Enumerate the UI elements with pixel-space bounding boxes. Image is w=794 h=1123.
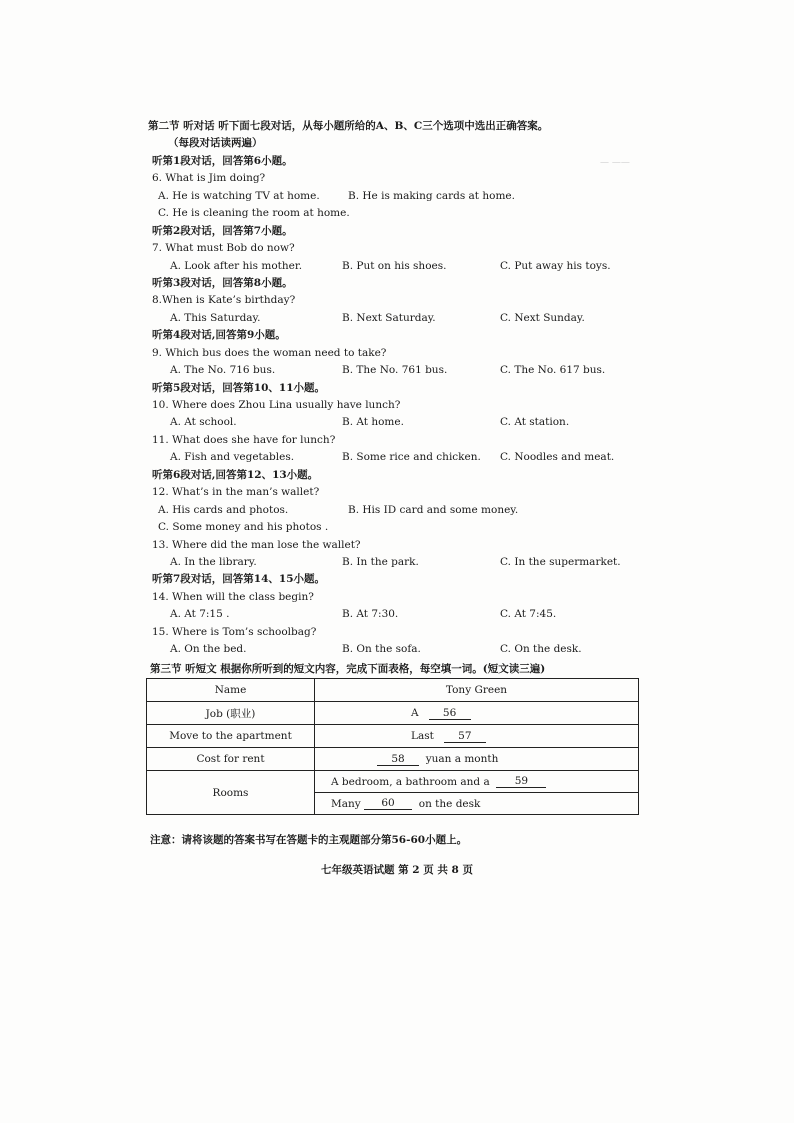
option-a[interactable]: A. This Saturday. [170, 311, 261, 324]
option-c[interactable]: C. He is cleaning the room at home. [158, 207, 350, 220]
rooms-label: Rooms [147, 771, 315, 815]
option-a[interactable]: A. At 7:15 . [170, 608, 230, 621]
question-stem: 12. What’s in the man’s wallet? [152, 486, 320, 499]
question-groups [152, 153, 652, 659]
options-row [152, 188, 652, 205]
option-a[interactable]: A. On the bed. [170, 643, 247, 656]
blank-58[interactable]: 58 [377, 753, 419, 766]
option-c[interactable]: C. Put away his toys. [500, 259, 611, 272]
bleed-through-text: — —— [600, 158, 630, 168]
blank-56[interactable]: 56 [429, 707, 471, 720]
rooms-line-1-prefix: A bedroom, a bathroom and a [331, 775, 490, 788]
option-b[interactable]: B. The No. 761 bus. [342, 364, 448, 377]
question-stem: 10. Where does Zhou Lina usually have lunch? [152, 399, 401, 411]
options-row [152, 519, 652, 536]
section-3-table [146, 678, 639, 815]
move-prefix: Last [411, 729, 434, 742]
options-row [152, 502, 652, 519]
dialogue-intro: 听第4段对话,回答第9小题。 [152, 329, 286, 342]
rooms-line-2 [315, 793, 638, 814]
option-b[interactable]: B. Put on his shoes. [342, 259, 447, 272]
question-stem: 15. Where is Tom’s schoolbag? [152, 625, 317, 638]
section-2-subheader: （每段对话读两遍） [168, 137, 263, 150]
page-footer: 七年级英语试题 第 2 页 共 8 页 [320, 864, 474, 876]
rooms-cell [315, 771, 639, 815]
section-2-listening-dialogues [148, 118, 652, 659]
option-c[interactable]: C. Noodles and meat. [500, 451, 615, 464]
answer-note: 注意：请将该题的答案书写在答题卡的主观题部分第56-60小题上。 [150, 834, 468, 846]
question-stem: 6. What is Jim doing? [152, 172, 266, 185]
options-row [152, 641, 652, 658]
dialogue-intro: 听第6段对话,回答第12、13小题。 [152, 468, 319, 481]
option-c[interactable]: C. The No. 617 bus. [500, 364, 606, 377]
rooms-line-2-prefix: Many [331, 797, 361, 810]
options-row [152, 554, 652, 571]
section-3-header: 第三节 听短文 根据你所听到的短文内容，完成下面表格，每空填一词。(短文读三遍) [150, 663, 546, 675]
option-a[interactable]: A. His cards and photos. [158, 503, 289, 516]
options-row [152, 258, 652, 275]
question-stem: 14. When will the class begin? [152, 590, 314, 603]
options-row [152, 205, 652, 222]
question-stem: 11. What does she have for lunch? [152, 433, 336, 446]
dialogue-intro: 听第1段对话，回答第6小题。 [152, 154, 293, 167]
dialogue-intro: 听第3段对话，回答第8小题。 [152, 276, 293, 289]
option-b[interactable]: B. Next Saturday. [342, 311, 436, 324]
rooms-line-1 [315, 771, 638, 793]
option-a[interactable]: A. The No. 716 bus. [170, 364, 276, 377]
move-label: Move to the apartment [147, 725, 315, 748]
option-b[interactable]: B. His ID card and some money. [348, 503, 519, 516]
option-b[interactable]: B. In the park. [342, 555, 419, 568]
option-c[interactable]: C. At station. [500, 416, 570, 429]
option-b[interactable]: B. He is making cards at home. [348, 189, 515, 202]
question-stem: 7. What must Bob do now? [152, 242, 295, 255]
option-c[interactable]: C. On the desk. [500, 643, 582, 656]
dialogue-intro: 听第2段对话，回答第7小题。 [152, 224, 293, 237]
name-value: Tony Green [315, 679, 639, 702]
dialogue-intro: 听第7段对话，回答第14、15小题。 [152, 573, 326, 586]
blank-60[interactable]: 60 [364, 797, 412, 810]
move-cell [315, 725, 639, 748]
name-label: Name [147, 679, 315, 702]
options-row [152, 362, 652, 379]
option-b[interactable]: B. At home. [342, 416, 404, 429]
option-a[interactable]: A. At school. [170, 416, 237, 429]
dialogue-intro: 听第5段对话，回答第10、11小题。 [152, 381, 326, 394]
option-c[interactable]: C. At 7:45. [500, 608, 557, 621]
option-b[interactable]: B. At 7:30. [342, 608, 399, 621]
options-row [152, 414, 652, 431]
cost-suffix: yuan a month [425, 752, 499, 765]
job-cell [315, 702, 639, 725]
blank-57[interactable]: 57 [444, 730, 486, 743]
option-a[interactable]: A. Look after his mother. [170, 259, 303, 272]
option-b[interactable]: B. Some rice and chicken. [342, 451, 481, 464]
question-stem: 8.When is Kate’s birthday? [152, 294, 296, 307]
option-a[interactable]: A. He is watching TV at home. [158, 189, 320, 202]
blank-59[interactable]: 59 [496, 775, 546, 788]
options-row [152, 449, 652, 466]
options-row [152, 310, 652, 327]
cost-label: Cost for rent [147, 748, 315, 771]
question-stem: 13. Where did the man lose the wallet? [152, 538, 361, 551]
rooms-line-2-suffix: on the desk [418, 797, 481, 810]
option-a[interactable]: A. Fish and vegetables. [170, 451, 295, 464]
option-a[interactable]: A. In the library. [170, 555, 257, 568]
question-stem: 9. Which bus does the woman need to take? [152, 346, 387, 359]
cost-cell [315, 748, 639, 771]
option-c[interactable]: C. In the supermarket. [500, 555, 621, 568]
section-2-header: 第二节 听对话 听下面七段对话，从每小题所给的A、B、C三个选项中选出正确答案。 [148, 120, 549, 132]
option-b[interactable]: B. On the sofa. [342, 643, 421, 656]
job-label: Job (职业) [147, 702, 315, 725]
job-prefix: A [411, 706, 419, 719]
option-c[interactable]: C. Some money and his photos . [158, 521, 329, 534]
options-row [152, 606, 652, 623]
option-c[interactable]: C. Next Sunday. [500, 311, 585, 324]
